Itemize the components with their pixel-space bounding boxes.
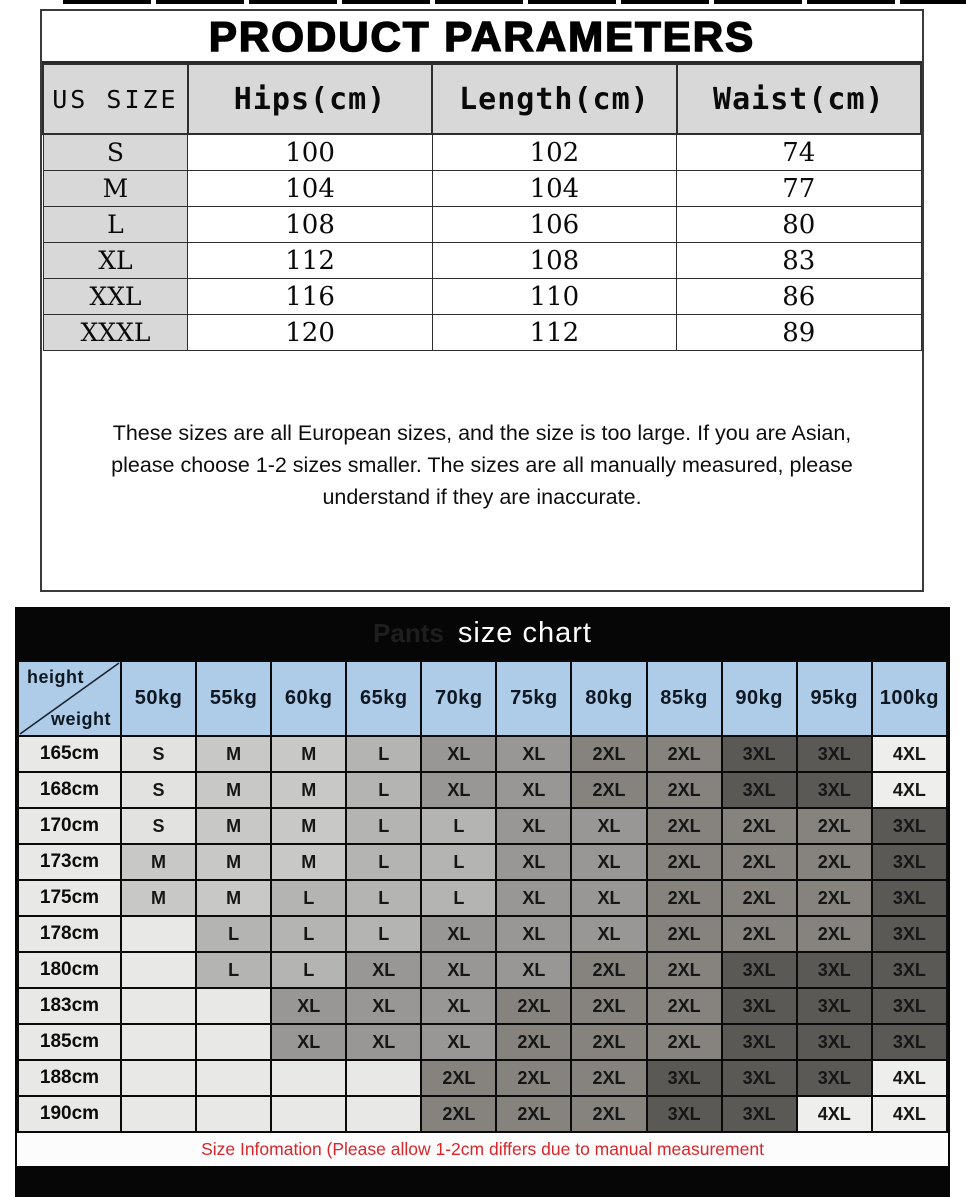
size-cell: 3XL xyxy=(722,952,797,988)
size-cell: XL xyxy=(421,736,496,772)
size-cell: 2XL xyxy=(421,1060,496,1096)
size-cell: XL xyxy=(496,844,571,880)
pp-size-label: XL xyxy=(43,243,188,279)
size-info-footer: Size Infomation (Please allow 1-2cm differs due to manual measurement xyxy=(17,1133,948,1166)
size-cell: 2XL xyxy=(722,916,797,952)
size-cell: 2XL xyxy=(797,880,872,916)
size-cell: L xyxy=(346,808,421,844)
height-row-header: 168cm xyxy=(18,772,121,808)
size-cell: XL xyxy=(346,952,421,988)
size-cell: 2XL xyxy=(647,844,722,880)
size-cell: 3XL xyxy=(872,808,947,844)
pp-value-cell: 108 xyxy=(188,207,432,243)
size-cell: 2XL xyxy=(571,952,646,988)
size-cell: 3XL xyxy=(722,772,797,808)
pp-header-row xyxy=(43,64,921,134)
pp-value-cell: 112 xyxy=(188,243,432,279)
pp-value-cell: 112 xyxy=(432,315,676,351)
size-cell-empty xyxy=(121,1024,196,1060)
size-cell: 3XL xyxy=(722,736,797,772)
size-cell: 3XL xyxy=(647,1060,722,1096)
height-row-header: 183cm xyxy=(18,988,121,1024)
size-cell: XL xyxy=(271,1024,346,1060)
weight-column-header: 70kg xyxy=(421,661,496,736)
size-cell: 2XL xyxy=(571,1096,646,1132)
pp-col-header-measure: Waist(cm) xyxy=(677,64,921,134)
size-cell: L xyxy=(271,952,346,988)
size-cell: 2XL xyxy=(496,1024,571,1060)
size-cell: 2XL xyxy=(797,916,872,952)
size-cell: 2XL xyxy=(647,808,722,844)
size-cell: XL xyxy=(571,916,646,952)
size-cell: 3XL xyxy=(872,880,947,916)
size-cell: L xyxy=(196,952,271,988)
size-cell: 3XL xyxy=(797,988,872,1024)
size-cell: 4XL xyxy=(872,736,947,772)
pp-value-cell: 120 xyxy=(188,315,432,351)
size-cell: M xyxy=(196,880,271,916)
weight-column-header: 75kg xyxy=(496,661,571,736)
size-cell: 4XL xyxy=(797,1096,872,1132)
height-row-header: 165cm xyxy=(18,736,121,772)
size-cell: L xyxy=(271,880,346,916)
pp-size-label: S xyxy=(43,134,188,171)
size-cell: 3XL xyxy=(647,1096,722,1132)
pp-table-row xyxy=(43,134,921,171)
pp-value-cell: 102 xyxy=(432,134,676,171)
pp-value-cell: 104 xyxy=(188,171,432,207)
size-cell: L xyxy=(421,808,496,844)
size-chart-section xyxy=(15,607,950,1197)
size-cell-empty xyxy=(271,1060,346,1096)
size-cell: 3XL xyxy=(797,952,872,988)
pp-value-cell: 89 xyxy=(677,315,921,351)
pp-table-row xyxy=(43,243,921,279)
size-cell: XL xyxy=(496,772,571,808)
page-title: PRODUCT PARAMETERS xyxy=(42,11,922,63)
size-cell-empty xyxy=(121,988,196,1024)
height-weight-corner-cell xyxy=(18,661,121,736)
cropped-edge-artifact xyxy=(63,0,966,4)
corner-weight-label: weight xyxy=(51,709,111,729)
sc-table-row xyxy=(18,880,947,916)
size-chart-title: size chart xyxy=(457,617,592,649)
pp-value-cell: 83 xyxy=(677,243,921,279)
size-cell: 3XL xyxy=(722,988,797,1024)
weight-column-header: 55kg xyxy=(196,661,271,736)
size-cell: 2XL xyxy=(647,772,722,808)
size-cell: 3XL xyxy=(872,952,947,988)
size-cell: L xyxy=(346,736,421,772)
pp-value-cell: 116 xyxy=(188,279,432,315)
size-cell: 2XL xyxy=(496,988,571,1024)
size-cell: 2XL xyxy=(647,736,722,772)
size-cell: 2XL xyxy=(647,916,722,952)
height-row-header: 190cm xyxy=(18,1096,121,1132)
pp-size-label: L xyxy=(43,207,188,243)
height-row-header: 173cm xyxy=(18,844,121,880)
size-cell: 3XL xyxy=(872,1024,947,1060)
height-row-header: 188cm xyxy=(18,1060,121,1096)
size-chart-title-band xyxy=(17,607,948,660)
weight-column-header: 100kg xyxy=(872,661,947,736)
size-cell: 2XL xyxy=(571,1060,646,1096)
size-cell: XL xyxy=(421,772,496,808)
pp-table-row xyxy=(43,315,921,351)
size-cell: 2XL xyxy=(571,988,646,1024)
size-cell-empty xyxy=(196,1060,271,1096)
size-cell: S xyxy=(121,736,196,772)
size-cell: M xyxy=(196,736,271,772)
sc-table-row xyxy=(18,844,947,880)
pp-table-row xyxy=(43,171,921,207)
product-parameters-section xyxy=(40,9,924,592)
size-cell: L xyxy=(346,880,421,916)
size-cell: 3XL xyxy=(797,1024,872,1060)
sc-table-row xyxy=(18,1060,947,1096)
size-cell-empty xyxy=(121,916,196,952)
size-cell: XL xyxy=(496,952,571,988)
height-weight-size-table xyxy=(17,660,948,1133)
size-cell: S xyxy=(121,772,196,808)
size-cell: 2XL xyxy=(647,988,722,1024)
size-cell: XL xyxy=(571,880,646,916)
product-parameters-table xyxy=(42,63,922,351)
sc-table-row xyxy=(18,952,947,988)
height-row-header: 178cm xyxy=(18,916,121,952)
height-row-header: 185cm xyxy=(18,1024,121,1060)
pp-value-cell: 74 xyxy=(677,134,921,171)
size-cell: M xyxy=(271,808,346,844)
sc-table-row xyxy=(18,1096,947,1132)
size-cell-empty xyxy=(196,988,271,1024)
pp-col-header-measure: Length(cm) xyxy=(432,64,676,134)
size-cell: M xyxy=(271,736,346,772)
size-cell: XL xyxy=(421,916,496,952)
size-cell: 2XL xyxy=(496,1060,571,1096)
size-cell: L xyxy=(421,844,496,880)
size-cell-empty xyxy=(346,1060,421,1096)
size-cell: M xyxy=(196,844,271,880)
size-cell: XL xyxy=(571,808,646,844)
pp-value-cell: 77 xyxy=(677,171,921,207)
size-note-text: These sizes are all European sizes, and the size is too large. If you are Asian, please choose 1-2 sizes smaller. The sizes are all manually measured, please understand if they are inaccurate. xyxy=(111,421,853,509)
pp-value-cell: 100 xyxy=(188,134,432,171)
size-cell-empty xyxy=(121,1060,196,1096)
size-cell: 2XL xyxy=(722,844,797,880)
size-cell: M xyxy=(121,880,196,916)
size-cell: XL xyxy=(496,736,571,772)
size-cell: 3XL xyxy=(797,772,872,808)
pp-value-cell: 110 xyxy=(432,279,676,315)
size-cell: 2XL xyxy=(647,1024,722,1060)
size-cell: XL xyxy=(271,988,346,1024)
size-cell: L xyxy=(421,880,496,916)
size-cell: 3XL xyxy=(722,1096,797,1132)
sc-table-row xyxy=(18,988,947,1024)
sc-table-row xyxy=(18,772,947,808)
size-cell: 3XL xyxy=(797,736,872,772)
size-cell: 2XL xyxy=(496,1096,571,1132)
size-cell: 3XL xyxy=(722,1060,797,1096)
size-cell: S xyxy=(121,808,196,844)
size-cell: 4XL xyxy=(872,1060,947,1096)
size-cell: XL xyxy=(421,952,496,988)
sc-table-row xyxy=(18,736,947,772)
watermark-text: Pants xyxy=(373,618,444,648)
size-cell-empty xyxy=(121,1096,196,1132)
weight-column-header: 65kg xyxy=(346,661,421,736)
size-cell: 2XL xyxy=(797,844,872,880)
height-row-header: 180cm xyxy=(18,952,121,988)
pp-value-cell: 108 xyxy=(432,243,676,279)
sc-table-row xyxy=(18,916,947,952)
size-cell-empty xyxy=(196,1024,271,1060)
corner-height-label: height xyxy=(27,667,84,687)
size-cell: 3XL xyxy=(722,1024,797,1060)
size-cell-empty xyxy=(121,952,196,988)
pp-value-cell: 86 xyxy=(677,279,921,315)
pp-table-row xyxy=(43,279,921,315)
size-cell: 2XL xyxy=(722,808,797,844)
size-cell: L xyxy=(271,916,346,952)
size-cell: 2XL xyxy=(722,880,797,916)
size-cell: 2XL xyxy=(571,736,646,772)
height-row-header: 170cm xyxy=(18,808,121,844)
size-cell: 2XL xyxy=(571,772,646,808)
size-cell: 2XL xyxy=(647,952,722,988)
height-row-header: 175cm xyxy=(18,880,121,916)
pp-size-label: XXXL xyxy=(43,315,188,351)
size-cell: L xyxy=(196,916,271,952)
pp-value-cell: 104 xyxy=(432,171,676,207)
pp-col-header-size: US SIZE xyxy=(43,64,188,134)
size-cell: XL xyxy=(346,1024,421,1060)
weight-column-header: 85kg xyxy=(647,661,722,736)
size-cell: 4XL xyxy=(872,772,947,808)
size-cell: 4XL xyxy=(872,1096,947,1132)
weight-column-header: 95kg xyxy=(797,661,872,736)
pp-value-cell: 80 xyxy=(677,207,921,243)
size-cell: M xyxy=(121,844,196,880)
size-cell: XL xyxy=(571,844,646,880)
size-cell: M xyxy=(271,844,346,880)
size-cell: 3XL xyxy=(872,916,947,952)
size-cell: 3XL xyxy=(797,1060,872,1096)
pp-size-label: M xyxy=(43,171,188,207)
size-cell: 3XL xyxy=(872,988,947,1024)
size-cell: XL xyxy=(421,988,496,1024)
size-cell: 2XL xyxy=(797,808,872,844)
weight-column-header: 50kg xyxy=(121,661,196,736)
pp-col-header-measure: Hips(cm) xyxy=(188,64,432,134)
size-cell-empty xyxy=(196,1096,271,1132)
size-cell: M xyxy=(271,772,346,808)
weight-column-header: 60kg xyxy=(271,661,346,736)
size-cell: 3XL xyxy=(872,844,947,880)
size-cell: L xyxy=(346,916,421,952)
size-cell: XL xyxy=(496,880,571,916)
weight-column-header: 90kg xyxy=(722,661,797,736)
size-cell: XL xyxy=(346,988,421,1024)
size-cell: 2XL xyxy=(647,880,722,916)
size-cell: XL xyxy=(421,1024,496,1060)
size-cell: L xyxy=(346,772,421,808)
size-cell: 2XL xyxy=(571,1024,646,1060)
sc-table-row xyxy=(18,808,947,844)
size-cell-empty xyxy=(271,1096,346,1132)
size-cell: L xyxy=(346,844,421,880)
sc-header-row xyxy=(18,661,947,736)
size-cell: M xyxy=(196,808,271,844)
size-cell: XL xyxy=(496,808,571,844)
size-cell: M xyxy=(196,772,271,808)
size-cell: XL xyxy=(496,916,571,952)
pp-table-row xyxy=(43,207,921,243)
weight-column-header: 80kg xyxy=(571,661,646,736)
pp-value-cell: 106 xyxy=(432,207,676,243)
size-cell: 2XL xyxy=(421,1096,496,1132)
sc-table-row xyxy=(18,1024,947,1060)
pp-size-label: XXL xyxy=(43,279,188,315)
size-cell-empty xyxy=(346,1096,421,1132)
